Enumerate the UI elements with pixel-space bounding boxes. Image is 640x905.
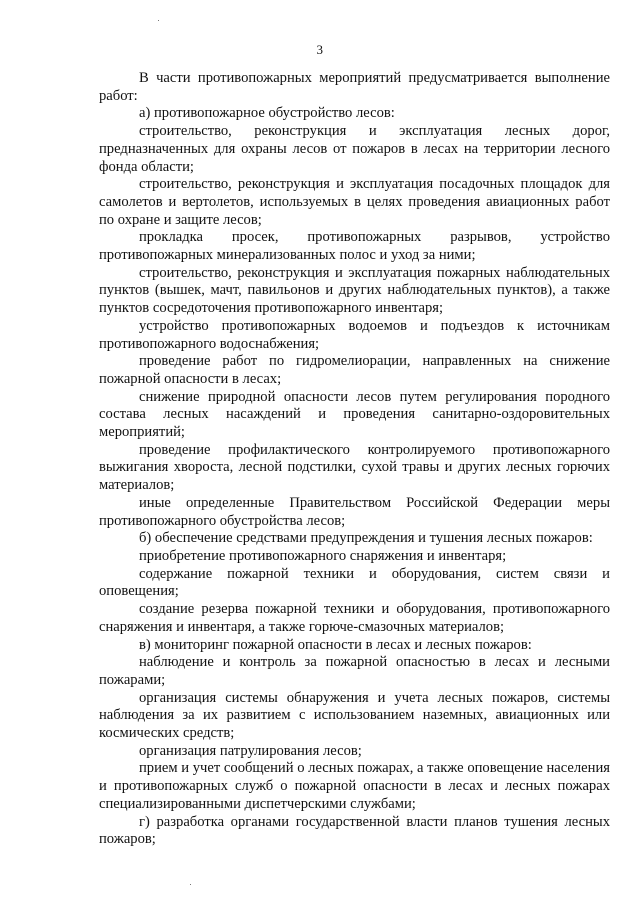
scan-speck xyxy=(158,20,159,21)
paragraph: проведение профилактического контролируемого противопожарного выжигания хвороста, лесной подстилки, сухой травы и других лесных горючих материалов; xyxy=(99,441,610,494)
scan-speck xyxy=(190,884,191,885)
paragraph: устройство противопожарных водоемов и подъездов к источникам противопожарного водоснабжения; xyxy=(99,317,610,352)
paragraph-section-g: г) разработка органами государственной власти планов тушения лесных пожаров; xyxy=(99,813,610,848)
paragraph: наблюдение и контроль за пожарной опасностью в лесах и лесными пожарами; xyxy=(99,654,610,688)
paragraph: иные определенные Правительством Российской Федерации меры противопожарного обустройства лесов; xyxy=(99,494,610,529)
paragraph: проведение работ по гидромелиорации, направленных на снижение пожарной опасности в лесах; xyxy=(99,353,610,387)
paragraph-section-v: в) мониторинг пожарной опасности в лесах и лесных пожаров: xyxy=(139,636,532,653)
paragraph: организация системы обнаружения и учета лесных пожаров, системы наблюдения за их развитием с использованием наземных, авиационных или космических средств; xyxy=(99,689,610,742)
paragraph: приобретение противопожарного снаряжения и инвентаря; xyxy=(139,547,507,564)
paragraph-section-a: а) противопожарное обустройство лесов: xyxy=(139,105,395,122)
paragraph-intro: В части противопожарных мероприятий предусматривается выполнение работ: xyxy=(99,70,610,104)
paragraph: строительство, реконструкция и эксплуатация пожарных наблюдательных пунктов (вышек, мачт, павильонов и других наблюдательных пунктов), а также пунктов сосредоточения противопожарного инвентаря; xyxy=(99,264,610,317)
paragraph: прокладка просек, противопожарных разрывов, устройство противопожарных минерализованных полос и уход за ними; xyxy=(99,229,610,264)
paragraph: строительство, реконструкция и эксплуатация лесных дорог, предназначенных для охраны лесов от пожаров в лесах на территории лесного фонда области; xyxy=(99,123,610,175)
paragraph: организация патрулирования лесов; xyxy=(139,742,362,759)
paragraph-section-b: б) обеспечение средствами предупреждения и тушения лесных пожаров: xyxy=(139,530,593,547)
paragraph: содержание пожарной техники и оборудования, систем связи и оповещения; xyxy=(99,565,610,600)
page-number: 3 xyxy=(316,42,324,57)
document-body xyxy=(99,70,610,849)
paragraph: создание резерва пожарной техники и оборудования, противопожарного снаряжения и инвентаря, а также горюче-смазочных материалов; xyxy=(99,601,610,635)
paragraph: строительство, реконструкция и эксплуатация посадочных площадок для самолетов и вертолетов, используемых в целях проведения авиационных работ по охране и защите лесов; xyxy=(99,176,610,228)
paragraph: снижение природной опасности лесов путем регулирования породного состава лесных насаждений и проведения санитарно-оздоровительных мероприятий; xyxy=(99,388,610,441)
paragraph: прием и учет сообщений о лесных пожарах, а также оповещение населения и противопожарных служб о пожарной опасности в лесах и лесных пожарах специализированными диспетчерскими службами; xyxy=(99,760,610,812)
